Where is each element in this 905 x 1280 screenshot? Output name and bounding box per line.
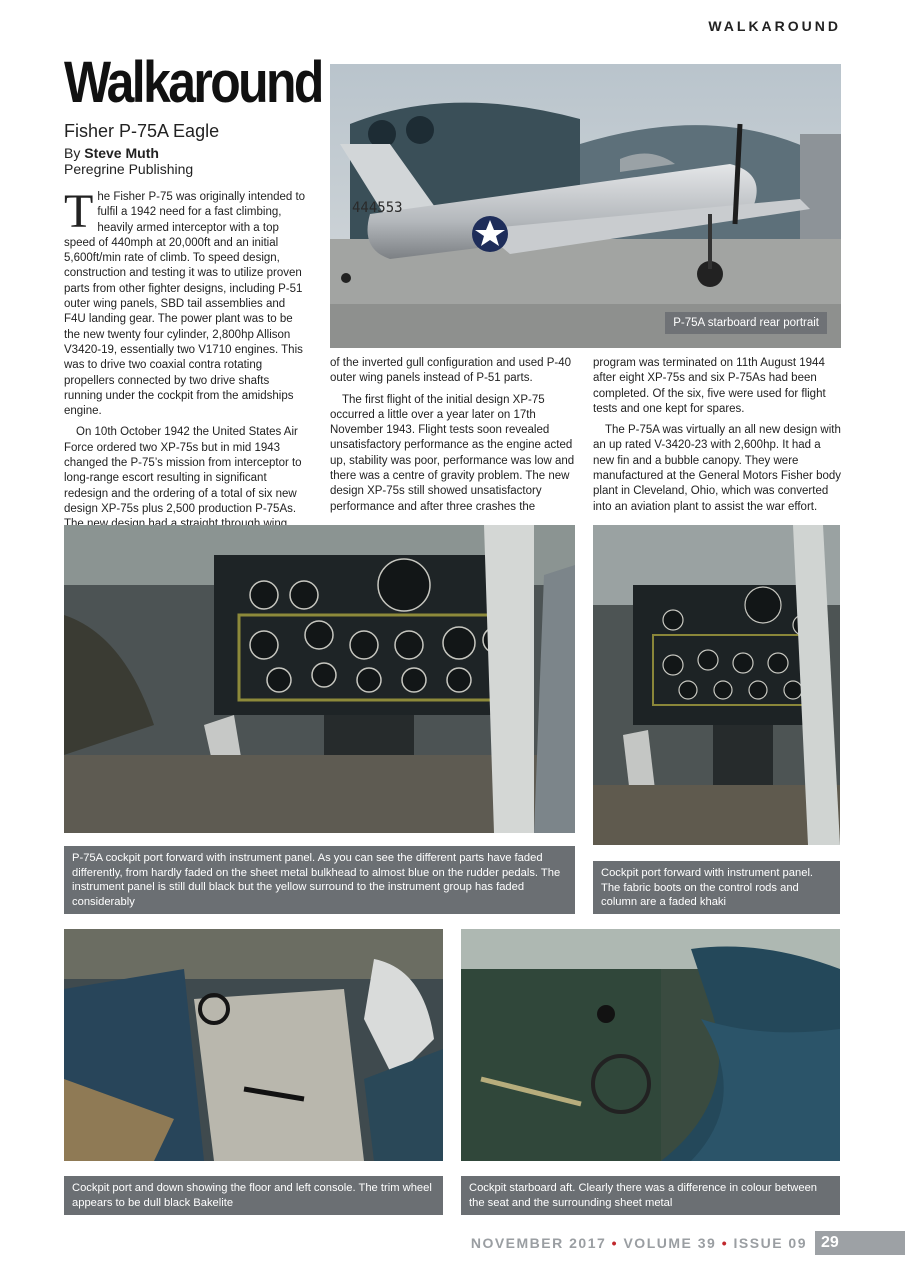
issue-volume: VOLUME 39	[623, 1235, 717, 1251]
section-label: WALKAROUND	[708, 18, 841, 34]
article-title: Walkaround	[64, 50, 322, 115]
hero-caption: P-75A starboard rear portrait	[665, 312, 827, 334]
cockpit-forward-photo	[593, 525, 840, 845]
issue-number: ISSUE 09	[733, 1235, 807, 1251]
cockpit-aft-caption: Cockpit starboard aft. Clearly there was a difference in colour between the seat and the surrounding sheet metal	[461, 1176, 840, 1215]
article-column-2	[330, 356, 576, 515]
cockpit-aft-photo	[461, 929, 840, 1161]
cockpit-panel-caption: P-75A cockpit port forward with instrument panel. As you can see the different parts have faded differently, from hardly faded on the sheet metal bulkhead to almost blue on the rudder pedals. The instrument panel is still dull black but the yellow surround to the instrument group has faded considerably	[64, 846, 575, 914]
issue-month: NOVEMBER 2017	[470, 1235, 607, 1251]
byline	[64, 144, 159, 162]
paragraph	[64, 185, 310, 419]
author-name: Steve Muth	[84, 145, 159, 161]
paragraph: The first flight of the initial design XP-75 occurred a little over a year later on 17th November 1943. Flight tests soon revealed unsatisfactory performance as the engine acted up, stability was poor, performance was low and there was a centre of gravity problem. The new design XP-75s still showed unsatisfactory performance and after three crashes the	[330, 393, 575, 513]
issue-info	[471, 1235, 807, 1251]
separator-dot: •	[721, 1235, 729, 1251]
cockpit-forward-caption: Cockpit port forward with instrument panel. The fabric boots on the control rods and column are a faded khaki	[593, 861, 840, 914]
paragraph: The P-75A was virtually an all new design with an up rated V-3420-23 with 2,600hp. It had a new fin and a bubble canopy. They were manufactured at the General Motors Fisher body plant in Cleveland, Ohio, which was converted into an aviation plant to assist the war effort.	[593, 424, 842, 513]
tail-number: 444553	[352, 200, 403, 216]
paragraph: On 10th October 1942 the United States Air Force ordered two XP-75s but in mid 1943 changed the P-75’s mission from interceptor to long-range escort resulting in significant redesign and the ordering of a total of six new design XP-75s plus 2,500 production P-75As.	[64, 426, 302, 515]
cockpit-panel-photo	[64, 525, 575, 833]
page-number: 29	[815, 1231, 905, 1255]
aircraft-image	[330, 64, 841, 348]
hero-photo-p75a	[330, 64, 841, 348]
paragraph: program was terminated on 11th August 1944 after eight XP-75s and six P-75As had been completed. Of the six, five were used for flight tests and one kept for spares.	[593, 357, 826, 415]
paragraph: of the inverted gull configuration and used P-40 outer wing panels instead of P-51 parts.	[330, 357, 572, 385]
byline-prefix: By	[64, 145, 81, 161]
publisher: Peregrine Publishing	[64, 161, 194, 177]
article-column-3	[593, 356, 841, 515]
cockpit-floor-caption: Cockpit port and down showing the floor and left console. The trim wheel appears to be dull black Bakelite	[64, 1176, 443, 1215]
paragraph-text: he Fisher P-75 was originally intended to fulfil a 1942 need for a fast climbing, heavily armed interceptor with a top speed of 440mph at 20,000ft and an initial 5,600ft/min rate of climb. To speed design, construction and testing it was to utilize proven parts from other fighter designs, including P-51 outer wing panels, SBD tail assemblies and F4U landing gear. The power plant was to be the new twenty four cylinder, 2,800hp Allison V3420-19, essentially two V1710 engines. This was to drive two coaxial contra rotating propellers connected by two drive shafts running under the cockpit from the amidships engine.	[64, 191, 306, 418]
cockpit-floor-photo	[64, 929, 443, 1161]
drop-cap: T	[64, 185, 94, 238]
article-subtitle: Fisher P-75A Eagle	[64, 121, 220, 141]
article-column-1	[64, 185, 310, 548]
separator-dot: •	[611, 1235, 619, 1251]
